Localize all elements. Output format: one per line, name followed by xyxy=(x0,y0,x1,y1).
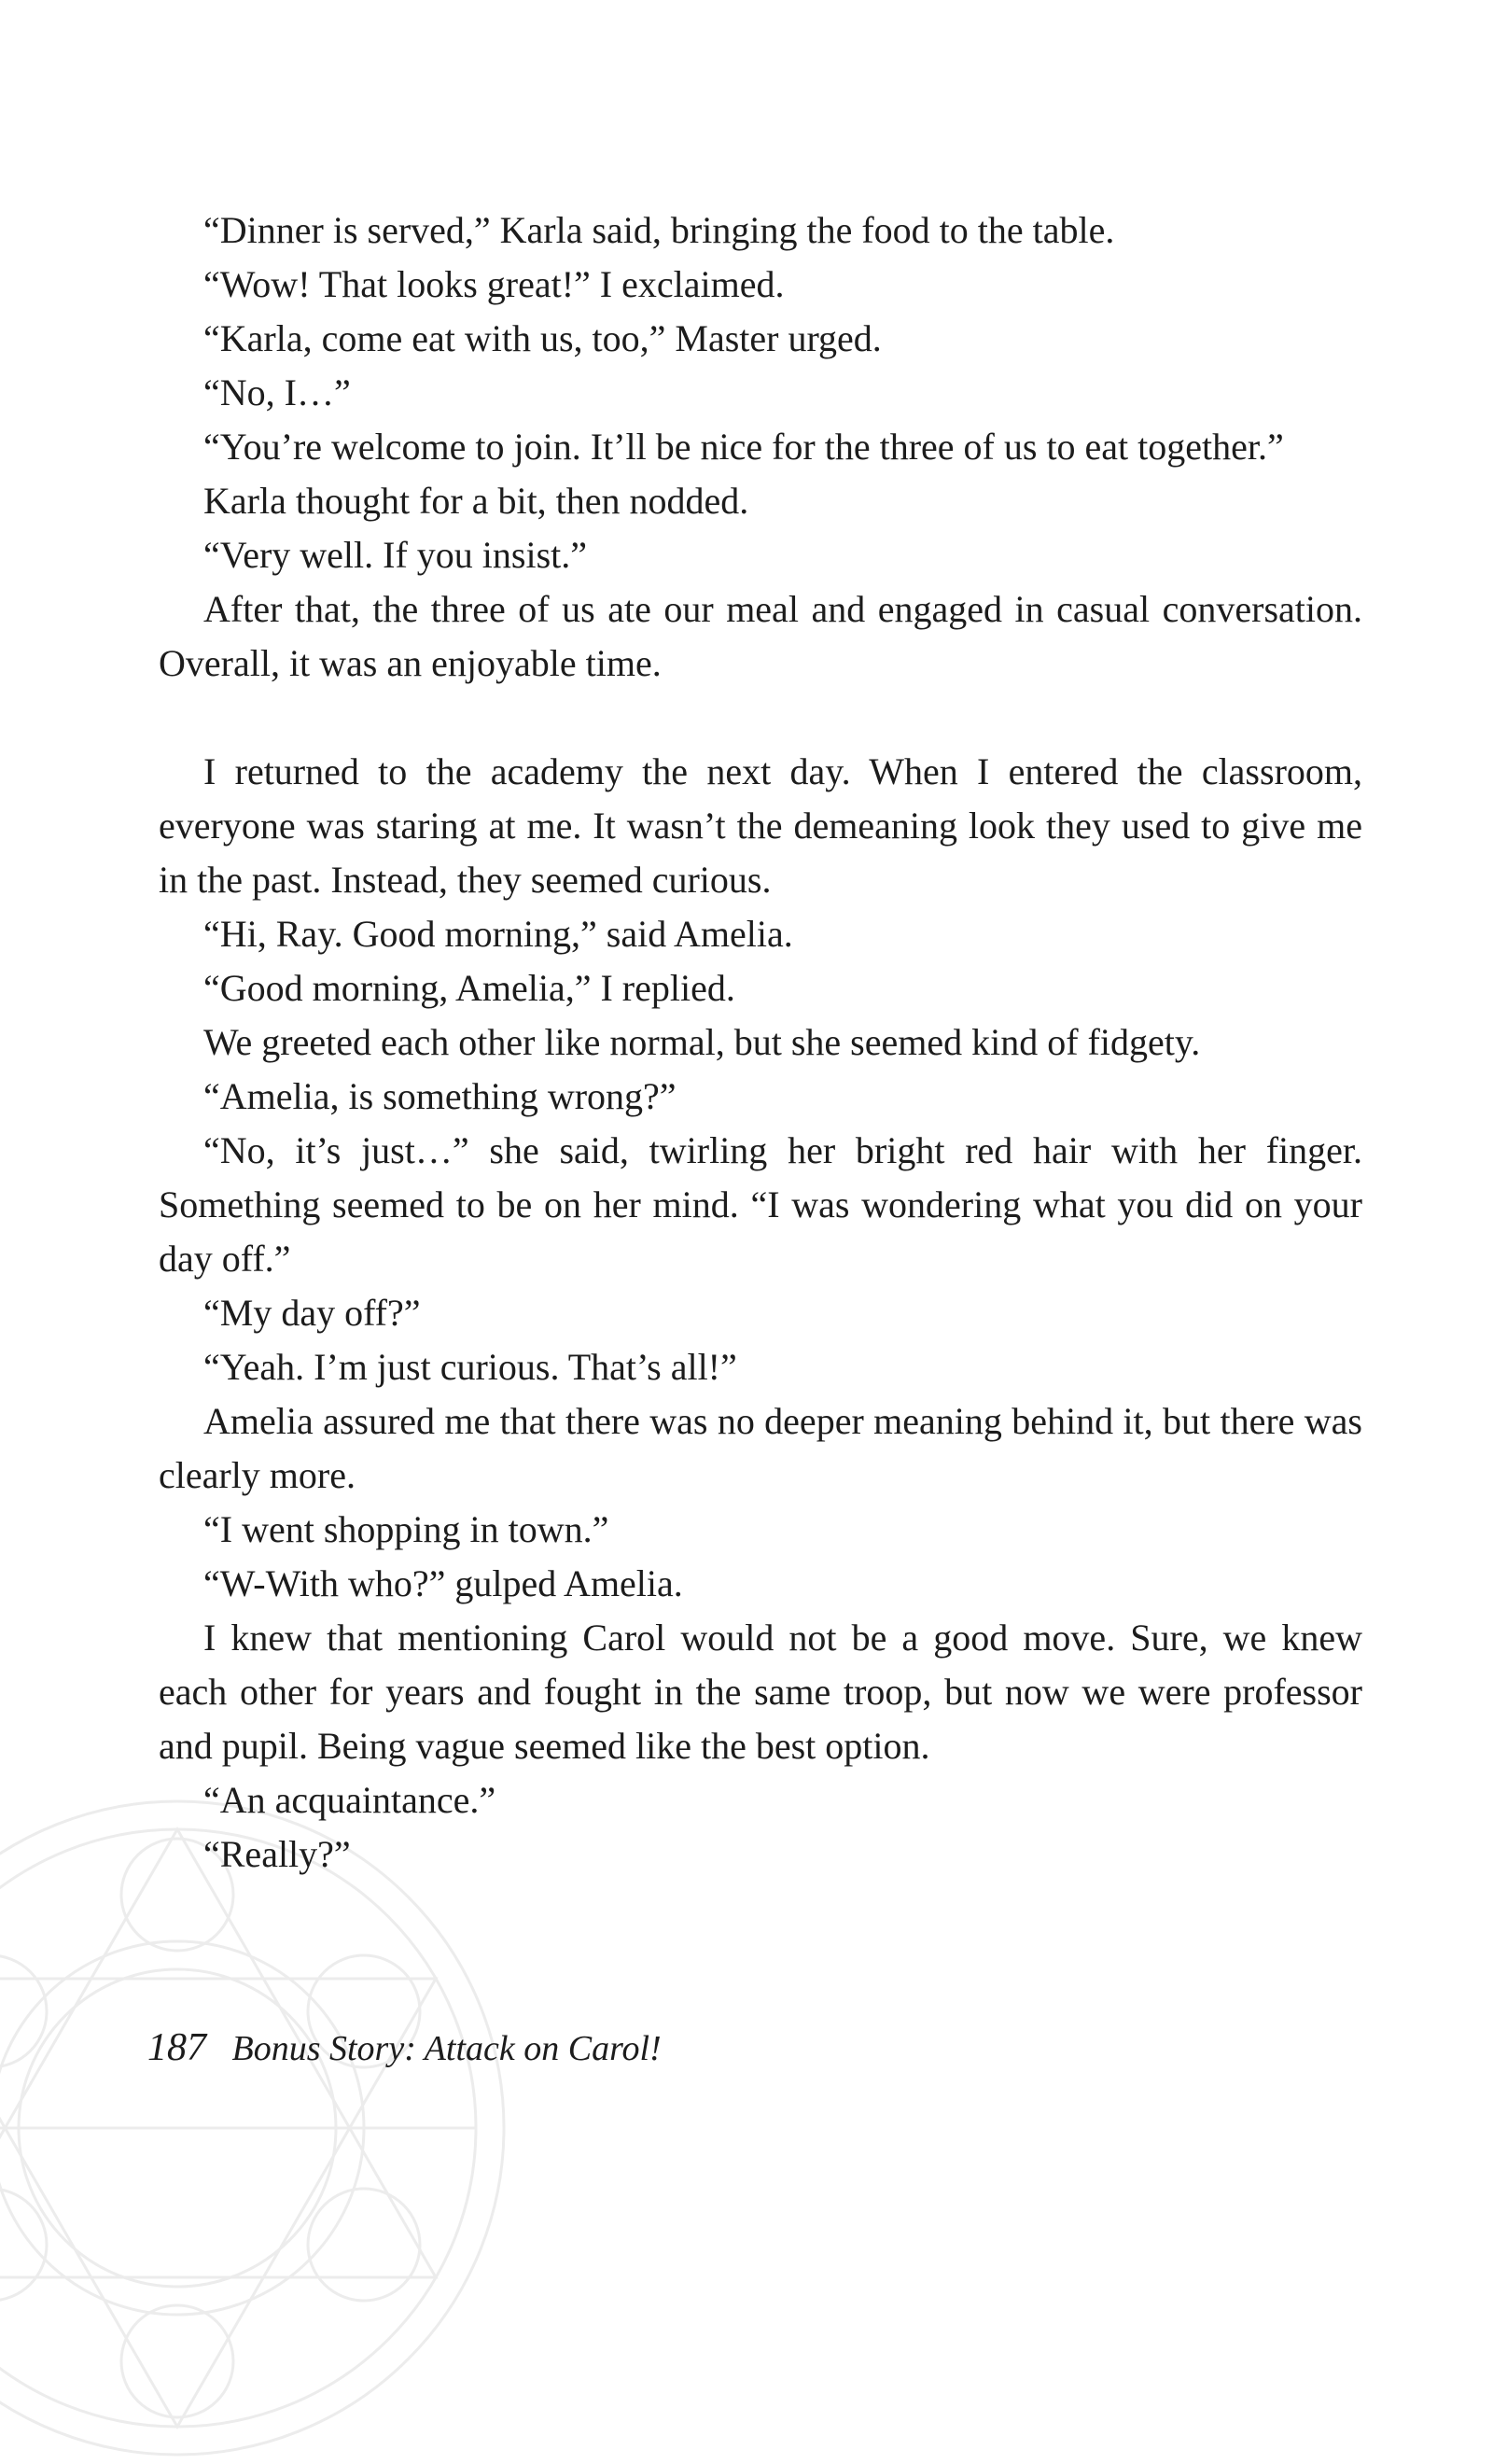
paragraph: “Yeah. I’m just curious. That’s all!” xyxy=(203,1346,737,1388)
paragraph: I returned to the academy the next day. When I entered the classroom, everyone was staring at me. It wasn’t the demeaning look they used to give me in the past. Instead, they seemed curious. xyxy=(159,750,1362,901)
page-footer xyxy=(147,2025,662,2070)
paragraph: “An acquaintance.” xyxy=(203,1779,496,1821)
running-title: Bonus Story: Attack on Carol! xyxy=(231,2029,662,2068)
magic-circle-watermark xyxy=(0,1792,513,2464)
paragraph: “You’re welcome to join. It’ll be nice for the three of us to eat together.” xyxy=(203,426,1284,468)
paragraph: “No, it’s just…” she said, twirling her bright red hair with her finger. Something seemed to be on her mind. “I was wondering what you did on your day off.” xyxy=(159,1129,1362,1280)
paragraph: “Dinner is served,” Karla said, bringing the food to the table. xyxy=(203,209,1115,251)
paragraph: “Good morning, Amelia,” I replied. xyxy=(203,967,735,1009)
paragraph: “Very well. If you insist.” xyxy=(203,534,588,576)
paragraph: “My day off?” xyxy=(203,1292,421,1334)
paragraph: “Really?” xyxy=(203,1833,351,1875)
paragraph: Karla thought for a bit, then nodded. xyxy=(203,480,749,522)
page-number: 187 xyxy=(147,2026,206,2069)
paragraph: “Karla, come eat with us, too,” Master urged. xyxy=(203,317,882,359)
paragraph: “I went shopping in town.” xyxy=(203,1508,609,1550)
paragraph: “Amelia, is something wrong?” xyxy=(203,1075,677,1117)
paragraph: We greeted each other like normal, but she seemed kind of fidgety. xyxy=(203,1021,1201,1063)
paragraph: Amelia assured me that there was no deeper meaning behind it, but there was clearly more. xyxy=(159,1400,1362,1496)
paragraph: “No, I…” xyxy=(203,371,351,413)
paragraph: “Wow! That looks great!” I exclaimed. xyxy=(203,263,785,305)
paragraph: After that, the three of us ate our meal and engaged in casual conversation. Overall, it was an enjoyable time. xyxy=(159,588,1362,684)
scene-break xyxy=(159,691,1362,745)
paragraph: I knew that mentioning Carol would not be a good move. Sure, we knew each other for years and fought in the same troop, but now we were professor and pupil. Being vague seemed like the best option. xyxy=(159,1617,1362,1767)
paragraph: “Hi, Ray. Good morning,” said Amelia. xyxy=(203,913,793,955)
chapter-text xyxy=(159,203,1362,1882)
paragraph: “W-With who?” gulped Amelia. xyxy=(203,1562,683,1604)
